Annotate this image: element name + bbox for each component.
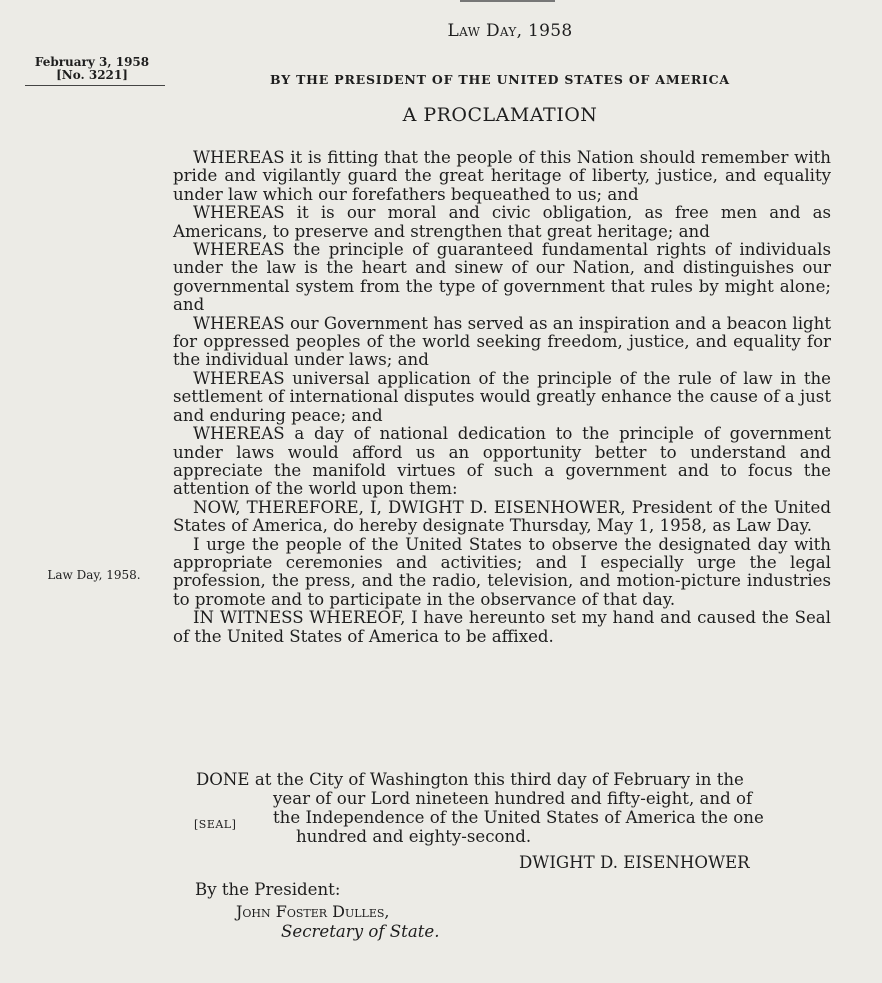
paragraph-whereas-6: WHEREAS a day of national dedication to the principle of government under laws would afford us an opportunity better to understand and appreciate the manifold virtues of such a government and to focus the attention of the world upon them: [173,424,831,499]
paragraph-whereas-2: WHEREAS it is our moral and civic obligation, as free men and as Americans, to preserve and strengthen that great heritage; and [173,203,831,241]
seal-label: [SEAL] [194,818,237,831]
done-line-3: the Independence of the United States of America the one [273,808,764,827]
proclamation-heading: A PROCLAMATION [402,104,598,126]
done-line-4: hundred and eighty-second. [296,827,532,846]
margin-law-day-note: Law Day, 1958. [47,568,141,582]
page-title: Law Day, 1958 [447,21,573,41]
done-line-2: year of our Lord nineteen hundred and fifty-eight, and of [273,789,753,808]
cosigner-name: John Foster Dulles, [236,902,390,921]
president-signature: DWIGHT D. EISENHOWER [519,853,750,872]
done-clause [196,770,836,846]
paragraph-whereas-1: WHEREAS it is fitting that the people of this Nation should remember with pride and vigilantly guard the great heritage of liberty, justice, and equality under law which our forefathers bequeathed to us; and [173,148,831,204]
by-the-president: By the President: [195,880,341,899]
paragraph-witness: IN WITNESS WHEREOF, I have hereunto set my hand and caused the Seal of the United States of America to be affixed. [173,608,831,646]
cosigner-title: Secretary of State. [281,922,440,941]
byline: BY THE PRESIDENT OF THE UNITED STATES OF AMERICA [270,72,730,87]
proclamation-body [173,149,831,646]
paragraph-whereas-4: WHEREAS our Government has served as an inspiration and a beacon light for oppressed peoples of the world seeking freedom, justice, and equality for the individual under laws; and [173,313,831,370]
top-rule [460,0,555,2]
margin-date-note [28,56,156,82]
paragraph-whereas-3: WHEREAS the principle of guaranteed fundamental rights of individuals under the law is the heart and sinew of our Nation, and distinguishes our governmental system from the type of government that rules by might alone; and [173,240,831,315]
margin-rule [25,85,165,86]
margin-date: February 3, 1958 [34,55,150,69]
done-line-1: DONE at the City of Washington this third day of February in the [196,770,744,789]
paragraph-now-therefore: NOW, THEREFORE, I, DWIGHT D. EISENHOWER, President of the United States of America, do hereby designate Thursday, May 1, 1958, as Law Day. [173,497,831,536]
paragraph-urge: I urge the people of the United States to observe the designated day with appropriate ceremonies and activities; and I especially urge the legal profession, the press, and the radio, television, and motion-picture industries to promote and to participate in the observance of that day. [173,534,831,609]
paragraph-whereas-5: WHEREAS universal application of the principle of the rule of law in the settlement of international disputes would greatly enhance the cause of a just and enduring peace; and [173,368,831,425]
margin-number: [No. 3221] [56,68,128,82]
